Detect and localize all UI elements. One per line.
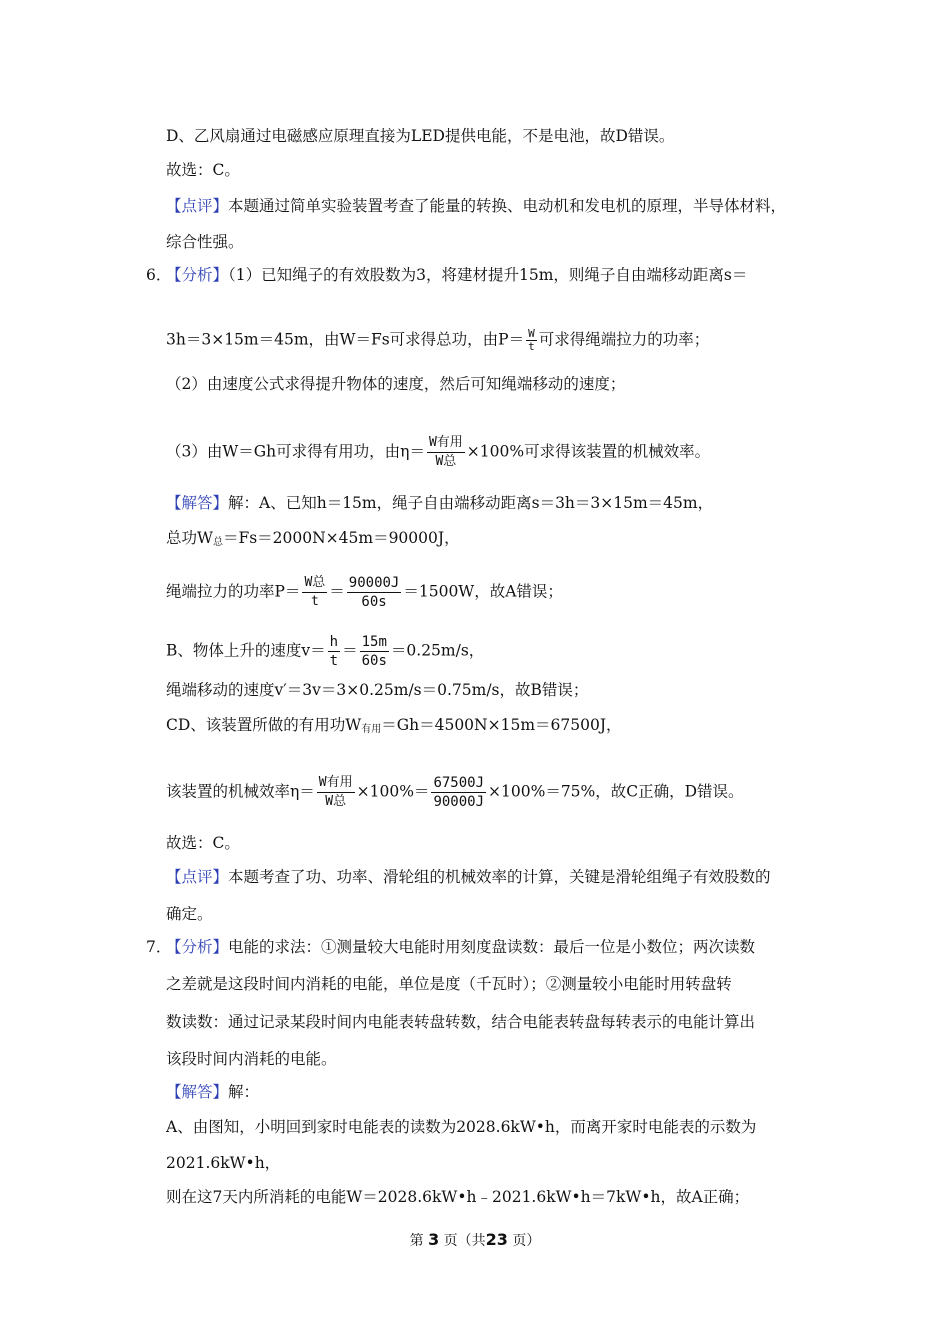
q7-answer-head xyxy=(166,1082,259,1102)
q6-comment-text: 本题考查了功、功率、滑轮组的机械效率的计算，关键是滑轮组绳子有效股数的 xyxy=(228,868,771,886)
q6-answer-4b: ＝0.25m/s， xyxy=(390,641,485,660)
frac-denominator: 90000J xyxy=(433,794,485,810)
q6-answer-3 xyxy=(166,574,563,611)
comment-tag: 【点评】 xyxy=(166,868,229,886)
q6-answer-2 xyxy=(166,528,460,553)
frac-numerator: 90000J xyxy=(348,575,400,591)
q6-answer-7b: ×100%＝75%，故C正确，D错误。 xyxy=(488,782,744,801)
fraction-power xyxy=(302,574,327,611)
equals-sign: ＝ xyxy=(342,641,358,660)
q6-analysis-2 xyxy=(166,328,709,353)
q7-answer-1: A、由图知，小明回到家时电能表的读数为2028.6kW•h，而离开家时电能表的示数为 xyxy=(166,1118,757,1136)
analysis-tag: 【分析】 xyxy=(166,266,229,284)
q6-analysis-4a: （3）由W＝Gh可求得有用功，由η＝ xyxy=(166,442,425,461)
fraction-efficiency xyxy=(427,434,465,471)
frac-denominator: t xyxy=(310,594,319,609)
q6-analysis-2b: 可求得绳端拉力的功率； xyxy=(538,330,710,349)
q6-answer-6a: CD、该装置所做的有用功W xyxy=(166,716,362,734)
q7-answer-2: 2021.6kW•h， xyxy=(166,1154,281,1172)
q6-answer-2b: ＝Fs＝2000N×45m＝90000J， xyxy=(222,529,460,547)
q7-answer-head-text: 解： xyxy=(228,1083,260,1101)
q6-answer-3b: ＝1500W，故A错误； xyxy=(403,582,563,601)
q6-comment-cont: 确定。 xyxy=(166,905,213,923)
q5-comment-cont: 综合性强。 xyxy=(166,233,244,251)
q6-answer-5: 绳端移动的速度v′＝3v＝3×0.25m/s＝0.75m/s，故B错误； xyxy=(166,681,589,699)
q6-analysis-3: （2）由速度公式求得提升物体的速度，然后可知绳端移动的速度； xyxy=(166,375,626,393)
q6-comment xyxy=(166,867,771,887)
footer-middle: 页（共 xyxy=(443,1233,486,1249)
footer-prefix: 第 xyxy=(409,1233,424,1249)
q6-analysis-2a: 3h＝3×15m＝45m，由W＝Fs可求得总功，由P＝ xyxy=(166,330,525,349)
q6-answer-1 xyxy=(166,493,713,513)
q7-analysis-3: 数读数：通过记录某段时间内电能表转盘转数，结合电能表转盘每转表示的电能计算出 xyxy=(166,1013,756,1031)
frac-denominator: W总 xyxy=(325,794,347,809)
fraction-h-over-t xyxy=(328,633,340,670)
q6-answer-4a: B、物体上升的速度v＝ xyxy=(166,641,326,660)
q6-answer-4 xyxy=(166,633,484,670)
frac-denominator: 60s xyxy=(361,653,387,669)
q7-analysis-2: 之差就是这段时间内消耗的电能，单位是度（千瓦时）；②测量较小电能时用转盘转 xyxy=(166,975,732,993)
q6-answer-2a: 总功W xyxy=(166,529,213,547)
q5-comment xyxy=(166,196,786,216)
frac-denominator: t xyxy=(528,340,535,353)
q5-option-d: D、乙风扇通过电磁感应原理直接为LED提供电能，不是电池，故D错误。 xyxy=(166,127,675,145)
page-footer xyxy=(0,1230,950,1250)
frac-denominator: t xyxy=(329,653,339,669)
frac-numerator: W xyxy=(528,327,535,340)
q6-answer-6b: ＝Gh＝4500N×15m＝67500J， xyxy=(381,716,622,734)
q6-choice: 故选：C。 xyxy=(166,834,240,852)
fraction-15m-60s xyxy=(360,633,389,670)
subscript-total: 总 xyxy=(212,537,223,548)
analysis-tag: 【分析】 xyxy=(166,938,229,956)
q6-answer-1-text: 解：A、已知h＝15m，绳子自由端移动距离s＝3h＝3×15m＝45m， xyxy=(228,494,714,512)
q6-analysis-4 xyxy=(166,434,710,471)
subscript-useful: 有用 xyxy=(361,724,382,735)
q7-answer-3: 则在这7天内所消耗的电能W＝2028.6kW•h﹣2021.6kW•h＝7kW•h，故A正确； xyxy=(166,1188,750,1206)
q6-answer-7a: 该装置的机械效率η＝ xyxy=(166,782,315,801)
fraction-90000-60 xyxy=(347,574,402,611)
q7-analysis-text: 电能的求法：①测量较大电能时用刻度盘读数：最后一位是小数位；两次读数 xyxy=(228,938,756,956)
q6-number: 6． xyxy=(146,266,172,284)
page-total: 23 xyxy=(485,1230,508,1249)
frac-numerator: W总 xyxy=(302,574,327,593)
frac-numerator: 67500J xyxy=(433,775,485,791)
q7-analysis-1 xyxy=(166,937,755,957)
frac-denominator: 60s xyxy=(361,594,387,610)
equals-sign: ＝ xyxy=(329,582,345,601)
q5-comment-text: 本题通过简单实验装置考查了能量的转换、电动机和发电机的原理，半导体材料， xyxy=(228,197,787,215)
fraction-w-over-t xyxy=(526,328,537,353)
frac-numerator: 15m xyxy=(361,634,387,650)
q6-answer-3a: 绳端拉力的功率P＝ xyxy=(166,582,301,601)
answer-tag: 【解答】 xyxy=(166,494,229,512)
q7-analysis-4: 该段时间内消耗的电能。 xyxy=(166,1050,337,1068)
frac-numerator: W有用 xyxy=(317,774,355,793)
q6-answer-7 xyxy=(166,774,744,811)
fraction-67500-90000 xyxy=(431,774,486,811)
q6-answer-7mid: ×100%＝ xyxy=(356,782,430,801)
fraction-efficiency xyxy=(317,774,355,811)
frac-denominator: W总 xyxy=(435,454,457,469)
q6-analysis-4b: ×100%可求得该装置的机械效率。 xyxy=(466,442,711,461)
comment-tag: 【点评】 xyxy=(166,197,229,215)
q6-analysis-1 xyxy=(166,265,747,285)
q6-analysis-text: （1）已知绳子的有效股数为3，将建材提升15m，则绳子自由端移动距离s＝ xyxy=(228,266,748,284)
frac-numerator: h xyxy=(329,634,339,650)
q5-choice: 故选：C。 xyxy=(166,161,240,179)
footer-suffix: 页） xyxy=(512,1233,541,1249)
q7-number: 7． xyxy=(146,938,172,956)
page-number: 3 xyxy=(428,1230,440,1249)
answer-tag: 【解答】 xyxy=(166,1083,229,1101)
frac-numerator: W有用 xyxy=(427,434,465,453)
q6-answer-6 xyxy=(166,715,622,740)
